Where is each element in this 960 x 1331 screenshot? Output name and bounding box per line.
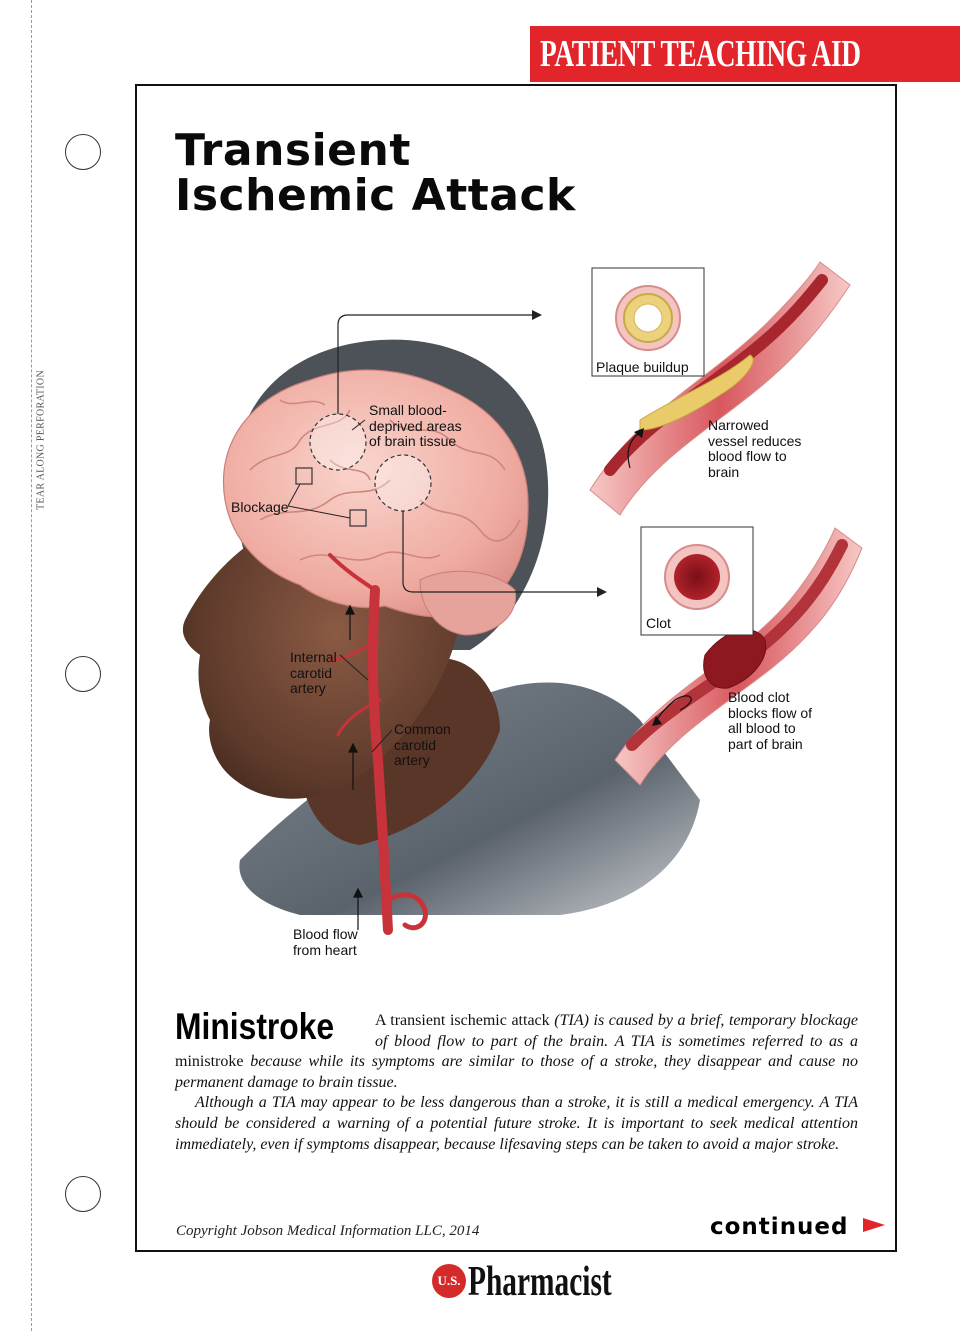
p1-part-b: (TIA) is caused by a brief, temporary blockage of blood flow to part of the brain. A TIA is sometimes referred to as a [375,1012,859,1050]
deprived-area-circle-1 [310,414,366,470]
paragraph-2: Although a TIA may appear to be less dangerous than a stroke, it is still a medical emergency. A TIA should be considered a warning of a potential future stroke. It is important to seek medical attention immediately, even if symptoms disappear, because lifesaving steps can be taken to avoid a major stroke. [175,1094,858,1153]
binder-hole-bottom [65,1176,101,1212]
paragraph-1 [175,1011,858,1093]
p1-part-c: ministroke [175,1053,251,1071]
label-common-carotid: Common carotid artery [394,721,451,768]
title-line-2: Ischemic Attack [175,170,576,221]
label-plaque-buildup: Plaque buildup [596,359,689,375]
copyright: Copyright Jobson Medical Information LLC, 2014 [176,1223,480,1239]
label-internal-carotid: Internal carotid artery [290,649,337,696]
label-narrowed-vessel: Narrowed vessel reduces blood flow to brain [708,417,802,480]
tear-instruction: TEAR ALONG PERFORATION [35,370,47,510]
p1-part-d: because while its symptoms are similar to those of a stroke, they disappear and cause no permanent damage to brain tissue. [175,1053,859,1091]
logo-wordmark: Pharmacist [468,1259,612,1305]
deprived-area-circle-2 [375,455,431,511]
logo-us-badge: U.S. [432,1264,466,1298]
p1-part-a: A transient ischemic attack [375,1012,555,1029]
us-pharmacist-logo [432,1259,612,1306]
label-blood-clot: Blood clot blocks flow of all blood to part of brain [728,689,813,752]
continued-arrow-icon [863,1218,885,1232]
label-small-deprived-areas: Small blood- deprived areas of brain tissue [369,402,462,449]
body-text [175,1011,858,1155]
label-clot: Clot [646,615,671,631]
label-blood-flow: Blood flow from heart [293,926,358,958]
section-heading: Ministroke [175,1006,335,1047]
banner-label: PATIENT TEACHING AID [540,33,861,75]
title-line-1: Transient [175,125,411,176]
continued-label: continued [710,1214,849,1240]
label-blockage: Blockage [231,499,289,515]
